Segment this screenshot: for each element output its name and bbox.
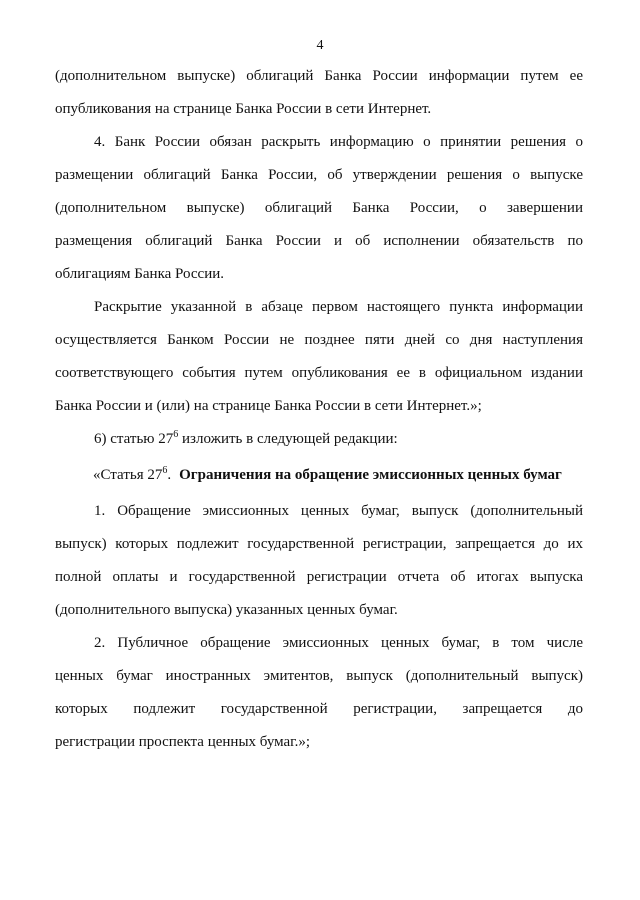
text-line: ценных бумаг иностранных эмитентов, выпуск (дополнительный выпуск) [55, 668, 583, 684]
page-number: 4 [316, 38, 324, 53]
article-label-text: «Статья 27 [93, 467, 163, 483]
text-line: 4. Банк России обязан раскрыть информацию о принятии решения о [94, 134, 583, 150]
text-line: осуществляется Банком России не позднее пяти дней со дня наступления [55, 332, 583, 348]
text-line: 2. Публичное обращение эмиссионных ценных бумаг, в том числе [94, 635, 583, 651]
text-line: Банка России и (или) на странице Банка России в сети Интернет.»; [55, 398, 482, 414]
instruction-text: изложить в следующей редакции: [178, 431, 398, 447]
text-line: которых подлежит государственной регистрации, запрещается до [55, 701, 583, 717]
article-title: Ограничения на обращение эмиссионных ценных бумаг [179, 467, 562, 483]
text-line: Раскрытие указанной в абзаце первом настоящего пункта информации [94, 299, 583, 315]
article-label [93, 465, 171, 485]
text-line: опубликования на странице Банка России в сети Интернет. [55, 101, 432, 117]
amendment-instruction [55, 423, 583, 456]
document-body [55, 60, 583, 759]
instruction-text: 6) статью 27 [94, 431, 174, 447]
article-heading [55, 465, 583, 485]
text-line: полной оплаты и государственной регистрации отчета об итогах выпуска [55, 569, 583, 585]
text-line: 1. Обращение эмиссионных ценных бумаг, выпуск (дополнительный [94, 503, 583, 519]
text-line: размещении облигаций Банка России, об утверждении решения о выпуске [55, 167, 583, 183]
text-line: (дополнительном выпуске) облигаций Банка России, о завершении [55, 200, 583, 216]
text-line: (дополнительного выпуска) указанных ценных бумаг. [55, 602, 398, 618]
article-label-dot: . [167, 467, 172, 483]
text-line: регистрации проспекта ценных бумаг.»; [55, 734, 311, 750]
text-line: выпуск) которых подлежит государственной регистрации, запрещается до их [55, 536, 583, 552]
text-line: размещения облигаций Банка России и об исполнении обязательств по [55, 233, 583, 249]
text-line: облигациям Банка России. [55, 266, 225, 282]
text-line: соответствующего события путем опубликования ее в официальном издании [55, 365, 583, 381]
superscript: 6 [162, 465, 168, 476]
text-line: (дополнительном выпуске) облигаций Банка России информации путем ее [55, 68, 583, 84]
superscript: 6 [173, 429, 179, 440]
